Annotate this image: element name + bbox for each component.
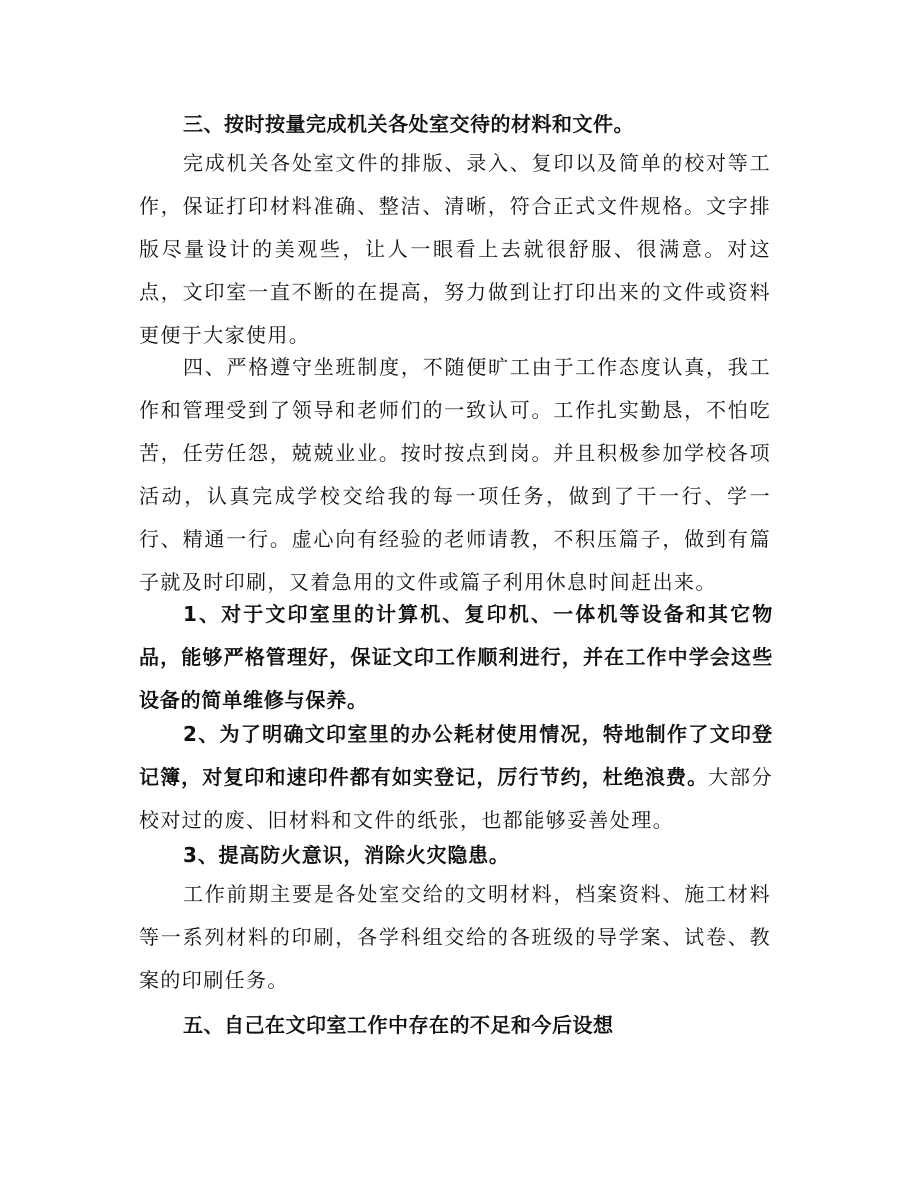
item-1-paragraph: 1、对于文印室里的计算机、复印机、一体机等设备和其它物品，能够严格管理好，保证文印工作顺利进行，并在工作中学会这些设备的简单维修与保养。 <box>139 602 773 712</box>
item-3-paragraph: 工作前期主要是各处室交给的文明材料，档案资料、施工材料等一系列材料的印刷，各学科组交给的各班级的导学案、试卷、教案的印刷任务。 <box>139 882 771 992</box>
item-2-paragraph <box>139 713 773 842</box>
item-3-heading: 3、提高防火意识，消除火灾隐患。 <box>183 843 510 867</box>
section-5-heading: 五、自己在文印室工作中存在的不足和今后设想 <box>183 1013 614 1037</box>
item-2-bold-text: 2、为了明确文印室里的办公耗材使用情况，特地制作了文印登记簿，对复印和速印件都有如实登记，厉行节约，杜绝浪费。 <box>139 722 773 789</box>
item-2-normal-text: 大部分校对过的废、旧材料和文件的纸张，也都能够妥善处理。 <box>139 765 773 832</box>
section-3-paragraph: 完成机关各处室文件的排版、录入、复印以及简单的校对等工作，保证打印材料准确、整洁、清晰，符合正式文件规格。文字排版尽量设计的美观些，让人一眼看上去就很舒服、很满意。对这点，文印室一直不断的在提高，努力做到让打印出来的文件或资料更便于大家使用。 <box>139 151 771 347</box>
section-4-paragraph: 四、严格遵守坐班制度，不随便旷工由于工作态度认真，我工作和管理受到了领导和老师们的一致认可。工作扎实勤恳，不怕吃苦，任劳任怨，兢兢业业。按时按点到岗。并且积极参加学校各项活动，认真完成学校交给我的每一项任务，做到了干一行、学一行、精通一行。虚心向有经验的老师请教，不积压篇子，做到有篇子就及时印刷，又着急用的文件或篇子利用休息时间赶出来。 <box>139 355 771 594</box>
section-3-heading: 三、按时按量完成机关各处室交待的材料和文件。 <box>183 112 634 136</box>
